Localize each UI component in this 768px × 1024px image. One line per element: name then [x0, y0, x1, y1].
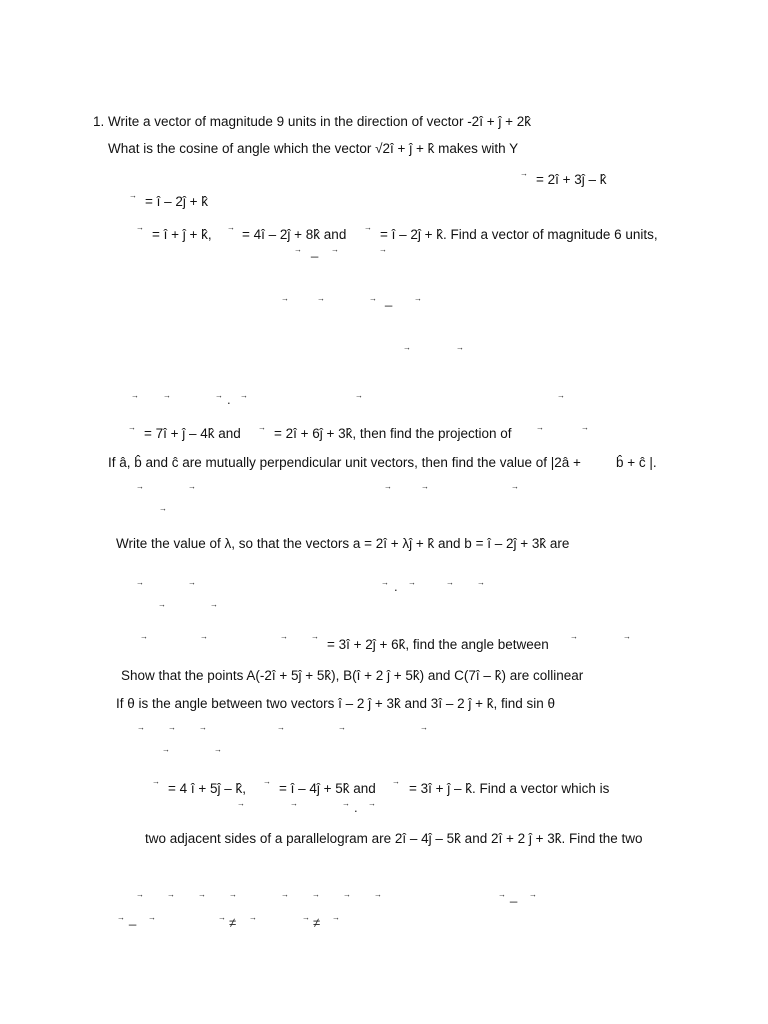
vector-arrow: →: [159, 504, 167, 513]
vector-arrow: →: [136, 482, 144, 491]
question-1: 1. Write a vector of magnitude 9 units in the direction of vector -2î + ĵ + 2k̂: [93, 114, 531, 129]
vector-arrow: →: [364, 223, 372, 232]
question-text: If â, b̂ and ĉ are mutually perpendicular unit vectors, then find the value of |2â +: [108, 455, 581, 470]
vector-arrow: →: [536, 423, 544, 432]
vector-arrow: →: [167, 890, 175, 899]
vector-arrow: →: [214, 745, 222, 754]
vector-arrow: →: [188, 578, 196, 587]
not-equal-symbol: ≠: [313, 915, 321, 930]
question-text: If θ is the angle between two vectors î – 2 ĵ + 3k̂ and 3î – 2 ĵ + k̂, find sin θ: [116, 696, 556, 711]
vector-arrow: →: [581, 423, 589, 432]
vector-arrow: →: [446, 578, 454, 587]
question-text: = 2î + 6ĵ + 3k̂, then find the projection of: [274, 426, 512, 441]
vector-arrow: →: [414, 294, 422, 303]
vector-arrow: →: [302, 913, 310, 922]
dot-symbol: .: [227, 392, 231, 407]
vector-arrow: →: [456, 343, 464, 352]
not-equal-symbol: ≠: [229, 915, 237, 930]
vector-arrow: →: [162, 745, 170, 754]
vector-arrow: →: [140, 632, 148, 641]
vector-arrow: →: [343, 890, 351, 899]
vector-arrow: →: [511, 482, 519, 491]
vector-arrow: →: [218, 913, 226, 922]
vector-arrow: →: [258, 423, 266, 432]
vector-arrow: →: [381, 578, 389, 587]
vector-arrow: →: [557, 391, 565, 400]
vector-arrow: →: [168, 723, 176, 732]
vector-arrow: →: [369, 294, 377, 303]
vector-arrow: →: [163, 391, 171, 400]
vector-arrow: →: [277, 723, 285, 732]
vector-arrow: →: [392, 777, 400, 786]
vector-arrow: →: [240, 391, 248, 400]
minus-symbol: _: [311, 243, 319, 258]
vector-expression: = î – 4ĵ + 5k̂ and: [279, 781, 376, 796]
vector-expression: = 2î + 3ĵ – k̂: [536, 172, 607, 187]
vector-arrow: →: [379, 245, 387, 254]
question-text: = 3î + ĵ – k̂. Find a vector which is: [409, 781, 610, 796]
dot-symbol: .: [394, 579, 398, 594]
vector-arrow: →: [342, 799, 350, 808]
vector-arrow: →: [331, 245, 339, 254]
vector-arrow: →: [529, 890, 537, 899]
dot-symbol: .: [354, 800, 358, 815]
question-text: Show that the points A(-2î + 5ĵ + 5k̂), B(î + 2 ĵ + 5k̂) and C(7î – k̂) are collinear: [121, 668, 584, 683]
minus-symbol: _: [129, 911, 137, 926]
vector-arrow: →: [229, 890, 237, 899]
question-text: Write the value of λ, so that the vectors a = 2î + λĵ + k̂ and b = î – 2ĵ + 3k̂ are: [116, 536, 570, 551]
vector-arrow: →: [129, 191, 137, 200]
vector-expression: = î + ĵ + k̂,: [152, 227, 212, 242]
vector-arrow: →: [477, 578, 485, 587]
vector-arrow: →: [332, 913, 340, 922]
vector-expression: = 4 î + 5ĵ – k̂,: [168, 781, 247, 796]
vector-arrow: →: [215, 391, 223, 400]
vector-arrow: →: [290, 799, 298, 808]
vector-arrow: →: [355, 391, 363, 400]
question-text: = î – 2ĵ + k̂. Find a vector of magnitude 6 units,: [380, 227, 658, 242]
vector-arrow: →: [188, 482, 196, 491]
vector-arrow: →: [199, 723, 207, 732]
vector-arrow: →: [374, 890, 382, 899]
vector-arrow: →: [148, 913, 156, 922]
vector-arrow: →: [210, 600, 218, 609]
vector-arrow: →: [158, 600, 166, 609]
vector-arrow: →: [128, 423, 136, 432]
minus-symbol: _: [385, 292, 393, 307]
minus-symbol: _: [510, 888, 518, 903]
vector-arrow: →: [237, 799, 245, 808]
vector-arrow: →: [311, 632, 319, 641]
question-text: b̂ + ĉ |.: [616, 455, 657, 470]
vector-arrow: →: [281, 294, 289, 303]
vector-arrow: →: [294, 245, 302, 254]
vector-arrow: →: [384, 482, 392, 491]
vector-expression: = 7î + ĵ – 4k̂ and: [144, 426, 241, 441]
vector-arrow: →: [152, 777, 160, 786]
vector-arrow: →: [136, 223, 144, 232]
vector-arrow: →: [403, 343, 411, 352]
vector-arrow: →: [198, 890, 206, 899]
vector-arrow: →: [420, 723, 428, 732]
vector-arrow: →: [263, 777, 271, 786]
vector-arrow: →: [200, 632, 208, 641]
vector-arrow: →: [520, 169, 528, 178]
vector-arrow: →: [317, 294, 325, 303]
question-2: What is the cosine of angle which the vector √2î + ĵ + k̂ makes with Y: [108, 141, 519, 156]
vector-arrow: →: [137, 723, 145, 732]
question-text: = 3î + 2ĵ + 6k̂, find the angle between: [327, 637, 549, 652]
vector-arrow: →: [312, 890, 320, 899]
vector-expression: = î – 2ĵ + k̂: [145, 194, 209, 209]
vector-arrow: →: [117, 913, 125, 922]
vector-arrow: →: [280, 632, 288, 641]
vector-expression: = 4î – 2ĵ + 8k̂ and: [242, 227, 347, 242]
vector-arrow: →: [136, 578, 144, 587]
vector-arrow: →: [249, 913, 257, 922]
vector-arrow: →: [368, 799, 376, 808]
question-text: two adjacent sides of a parallelogram are 2î – 4ĵ – 5k̂ and 2î + 2 ĵ + 3k̂. Find the two: [145, 831, 643, 846]
vector-arrow: →: [131, 391, 139, 400]
vector-arrow: →: [227, 223, 235, 232]
vector-arrow: →: [570, 632, 578, 641]
vector-arrow: →: [421, 482, 429, 491]
vector-arrow: →: [498, 890, 506, 899]
vector-arrow: →: [281, 890, 289, 899]
vector-arrow: →: [623, 632, 631, 641]
vector-arrow: →: [408, 578, 416, 587]
vector-arrow: →: [338, 723, 346, 732]
vector-arrow: →: [136, 890, 144, 899]
